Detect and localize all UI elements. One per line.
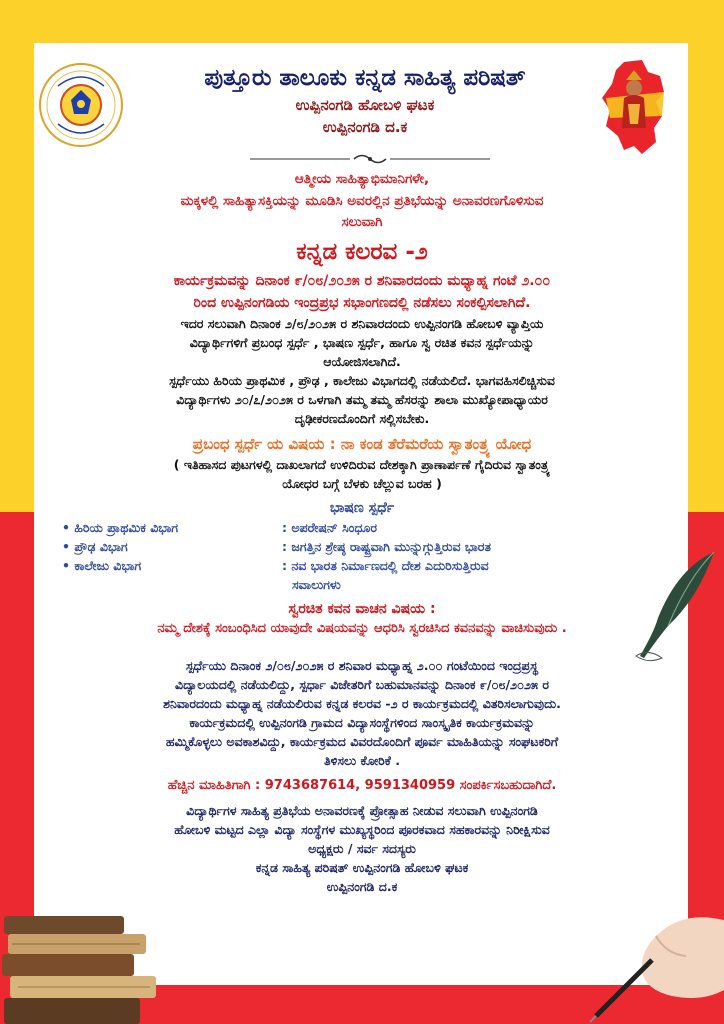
details-line-4: ಕಾರ್ಯಕ್ರಮದಲ್ಲಿ ಉಪ್ಪಿನಂಗಡಿ ಗ್ರಾಮದ ವಿದ್ಯಾಸಂಸ್ಥೆಗಳಿಂದ ಸಾಂಸ್ಕೃತಿಕ ಕಾರ್ಯಕ್ರಮವನ್ನು (189, 715, 535, 730)
karnataka-map-goddess-icon (598, 58, 668, 158)
details-line-5: ಹಮ್ಮಿಕೊಳ್ಳಲು ಅವಕಾಶವಿದ್ದು, ಕಾರ್ಯಕ್ರಮದ ವಿವರದೊಂದಿಗೆ ಪೂರ್ವ ಮಾಹಿತಿಯನ್ನು ಸಂಘಟಕರಿಗೆ (165, 734, 559, 749)
books-stack-icon (0, 908, 160, 1024)
competitions-line-4: ಸ್ಪರ್ಧೆಯು ಹಿರಿಯ ಪ್ರಾಥಮಿಕ , ಪ್ರೌಢ , ಕಾಲೇಜು ವಿಭಾಗದಲ್ಲಿ ನಡೆಯಲಿದೆ. ಭಾಗವಹಿಸಲಿಚ್ಚಿಸುವ (169, 373, 555, 388)
intro-line-1: ಮಕ್ಕಳಲ್ಲಿ ಸಾಹಿತ್ಯಾಸಕ್ತಿಯನ್ನು ಮೂಡಿಸಿ ಅವರಲ್ಲಿನ ಪ್ರತಿಭೆಯನ್ನು ಅನಾವರಣಗೊಳಿಸುವ (180, 193, 544, 209)
speech-heading: ಭಾಷಣ ಸ್ಪರ್ಧೆ (329, 500, 395, 516)
essay-note-2: ಯೋಧರ ಬಗ್ಗೆ ಬೆಳಕು ಚೆಲ್ಲುವ ಬರಹ ) (282, 476, 442, 491)
competitions-line-5: ವಿದ್ಯಾರ್ಥಿಗಳು ೨೦/೭/೨೦೨೫ ರ ಒಳಗಾಗಿ ತಮ್ಮ ತಮ್ಮ ಹೆಸರನ್ನು ಶಾಲಾ ಮುಖ್ಯೋಪಾಧ್ಯಾಯರ (176, 392, 548, 407)
speech-topic: : ನವ ಭಾರತ ನಿರ್ಮಾಣದಲ್ಲಿ ದೇಶ ಎದುರಿಸುತ್ತಿರುವ (282, 558, 489, 573)
competitions-line-6: ದೃಢೀಕರಣದೊಂದಿಗೆ ಸಲ್ಲಿಸಬೇಕು. (294, 411, 430, 426)
list-item (62, 556, 662, 575)
intro-line-2: ಸಲುವಾಗಿ (341, 214, 383, 230)
speech-category: • ಹಿರಿಯ ಪ್ರಾಥಮಿಕ ವಿಭಾಗ (62, 518, 282, 537)
speech-category: • ಪ್ರೌಢ ವಿಭಾಗ (62, 537, 282, 556)
details-line-3: ಶನಿವಾರದಂದು ಮಧ್ಯಾಹ್ನ ನಡೆಯಲಿರುವ ಕನ್ನಡ ಕಲರವ -೨ ರ ಕಾರ್ಯಕ್ರಮದಲ್ಲಿ ವಿತರಿಸಲಾಗುವುದು. (163, 696, 561, 711)
schedule-line-1: ಕಾರ್ಯಕ್ರಮವನ್ನು ದಿನಾಂಕ ೯/೦೮/೨೦೨೫ ರ ಶನಿವಾರದಂದು ಮಧ್ಯಾಹ್ನ ಗಂಟೆ ೨.೦೦ (173, 273, 551, 289)
list-item (62, 518, 662, 537)
writing-hand-icon (582, 900, 724, 1024)
organization-title: ಪುತ್ತೂರು ತಾಲೂಕು ಕನ್ನಡ ಸಾಹಿತ್ಯ ಪರಿಷತ್ (204, 65, 526, 91)
location-line: ಉಪ್ಪಿನಂಗಡಿ ದ.ಕ (322, 118, 408, 136)
closing-line-3: ಅಧ್ಯಕ್ಷರು / ಸರ್ವ ಸದಸ್ಯರು (308, 841, 416, 856)
details-line-2: ವಿದ್ಯಾಲಯದಲ್ಲಿ ನಡೆಯಲಿದ್ದು, ಸ್ಪರ್ಧಾ ವಿಜೇತರಿಗೆ ಬಹುಮಾನವನ್ನು ದಿನಾಂಕ ೯/೦೮/೨೦೨೫ ರ (175, 677, 549, 692)
details-line-1: ಸ್ಪರ್ಧೆಯು ದಿನಾಂಕ ೨/೦೮/೨೦೨೫ ರ ಶನಿವಾರ ಮಧ್ಯಾಹ್ನ ೨.೦೦ ಗಂಟೆಯಿಂದ ಇಂದ್ರಪ್ರಸ್ಥ (186, 658, 538, 673)
contact-line: ಹೆಚ್ಚಿನ ಮಾಹಿತಿಗಾಗಿ : 9743687614, 9591340959 ಸಂಪರ್ಕಿಸಬಹುದಾಗಿದೆ. (167, 778, 557, 793)
speech-topic: : ಅಪರೇಷನ್ ಸಿಂಧೂರ (282, 520, 378, 535)
list-item (62, 537, 662, 556)
parishat-seal-icon (38, 62, 124, 148)
speech-topic-continuation: ಸವಾಲುಗಳು (292, 577, 341, 592)
competitions-line-2: ವಿದ್ಯಾರ್ಥಿಗಳಿಗೆ ಪ್ರಬಂಧ ಸ್ಪರ್ಧೆ , ಭಾಷಣ ಸ್ಪರ್ಧೆ, ಹಾಗೂ ಸ್ವ ರಚಿತ ಕವನ ಸ್ಪರ್ಧೆಯನ್ನು (189, 335, 535, 350)
schedule-line-2: ರಿಂದ ಉಪ್ಪಿನಂಗಡಿಯ ಇಂದ್ರಪ್ರಭ ಸಭಾಂಗಣದಲ್ಲಿ ನಡೆಸಲು ಸಂಕಲ್ಪಿಸಲಾಗಿದೆ. (193, 295, 531, 311)
poem-heading: ಸ್ವರಚಿತ ಕವನ ವಾಚನ ವಿಷಯ : (288, 601, 436, 617)
poster-header (130, 64, 600, 138)
unit-subtitle: ಉಪ್ಪಿನಂಗಡಿ ಹೋಬಳಿ ಘಟಕ (295, 96, 435, 114)
closing-line-1: ವಿದ್ಯಾರ್ಥಿಗಳ ಸಾಹಿತ್ಯ ಪ್ರತಿಭೆಯ ಅನಾವರಣಕ್ಕೆ ಪ್ರೋತ್ಸಾಹ ನೀಡುವ ಸಲುವಾಗಿ ಉಪ್ಪಿನಂಗಡಿ (186, 803, 538, 818)
greeting: ಆತ್ಮೀಯ ಸಾಹಿತ್ಯಾಭಿಮಾನಿಗಳೇ, (294, 171, 430, 187)
event-name: ಕನ್ನಡ ಕಲರವ -೨ (296, 239, 428, 265)
quill-pen-icon (628, 548, 720, 666)
poem-topic: ನಮ್ಮ ದೇಶಕ್ಕೆ ಸಂಬಂಧಿಸಿದ ಯಾವುದೇ ವಿಷಯವನ್ನು ಆಧರಿಸಿ ಸ್ವರಚಿಸಿದ ಕವನವನ್ನು ವಾಚಿಸುವುದು . (157, 621, 567, 636)
poster-body (44, 168, 680, 896)
essay-topic: ಪ್ರಬಂಧ ಸ್ಪರ್ಧೆ ಯ ವಿಷಯ : ನಾ ಕಂಡ ತೆರೆಮರೆಯ ಸ್ವಾತಂತ್ರ್ಯ ಯೋಧ (192, 435, 532, 453)
essay-note-1: ( ಇತಿಹಾಸದ ಪುಟಗಳಲ್ಲಿ ದಾಖಲಾಗದೆ ಉಳಿದಿರುವ ದೇಶಕ್ಕಾಗಿ ಪ್ರಾಣಾರ್ಪಣೆ ಗೈದಿರುವ ಸ್ವಾತಂತ್ರ್ಯ (173, 457, 551, 472)
ornament-divider-icon (250, 152, 490, 166)
list-item (62, 575, 662, 594)
details-line-6: ತಿಳಿಸಲು ಕೋರಿಕೆ . (323, 753, 401, 768)
speech-topic-list (62, 518, 662, 594)
closing-line-5: ಉಪ್ಪಿನಂಗಡಿ ದ.ಕ (326, 879, 398, 894)
competitions-line-1: ಇದರ ಸಲುವಾಗಿ ದಿನಾಂಕ ೨/೮/೨೦೨೫ ರ ಶನಿವಾರದಂದು ಉಪ್ಪಿನಂಗಡಿ ಹೋಬಳಿ ವ್ಯಾಪ್ತಿಯ (180, 316, 544, 331)
closing-line-4: ಕನ್ನಡ ಸಾಹಿತ್ಯ ಪರಿಷತ್ ಉಪ್ಪಿನಂಗಡಿ ಹೋಬಳಿ ಘಟಕ (255, 860, 469, 875)
speech-topic: : ಜಗತ್ತಿನ ಶ್ರೇಷ್ಠ ರಾಷ್ಟ್ರವಾಗಿ ಮುನ್ನುಗ್ಗುತ್ತಿರುವ ಭಾರತ (282, 539, 492, 554)
closing-line-2: ಹೋಬಳಿ ಮಟ್ಟದ ಎಲ್ಲಾ ವಿದ್ಯಾ ಸಂಸ್ಥೆಗಳ ಮುಖ್ಯಸ್ಥರಿಂದ ಪೂರಕವಾದ ಸಹಕಾರವನ್ನು ನಿರೀಕ್ಷಿಸುವ (174, 822, 550, 837)
speech-category: • ಕಾಲೇಜು ವಿಭಾಗ (62, 556, 282, 575)
competitions-line-3: ಆಯೋಜಿಸಲಾಗಿದೆ. (323, 354, 401, 369)
